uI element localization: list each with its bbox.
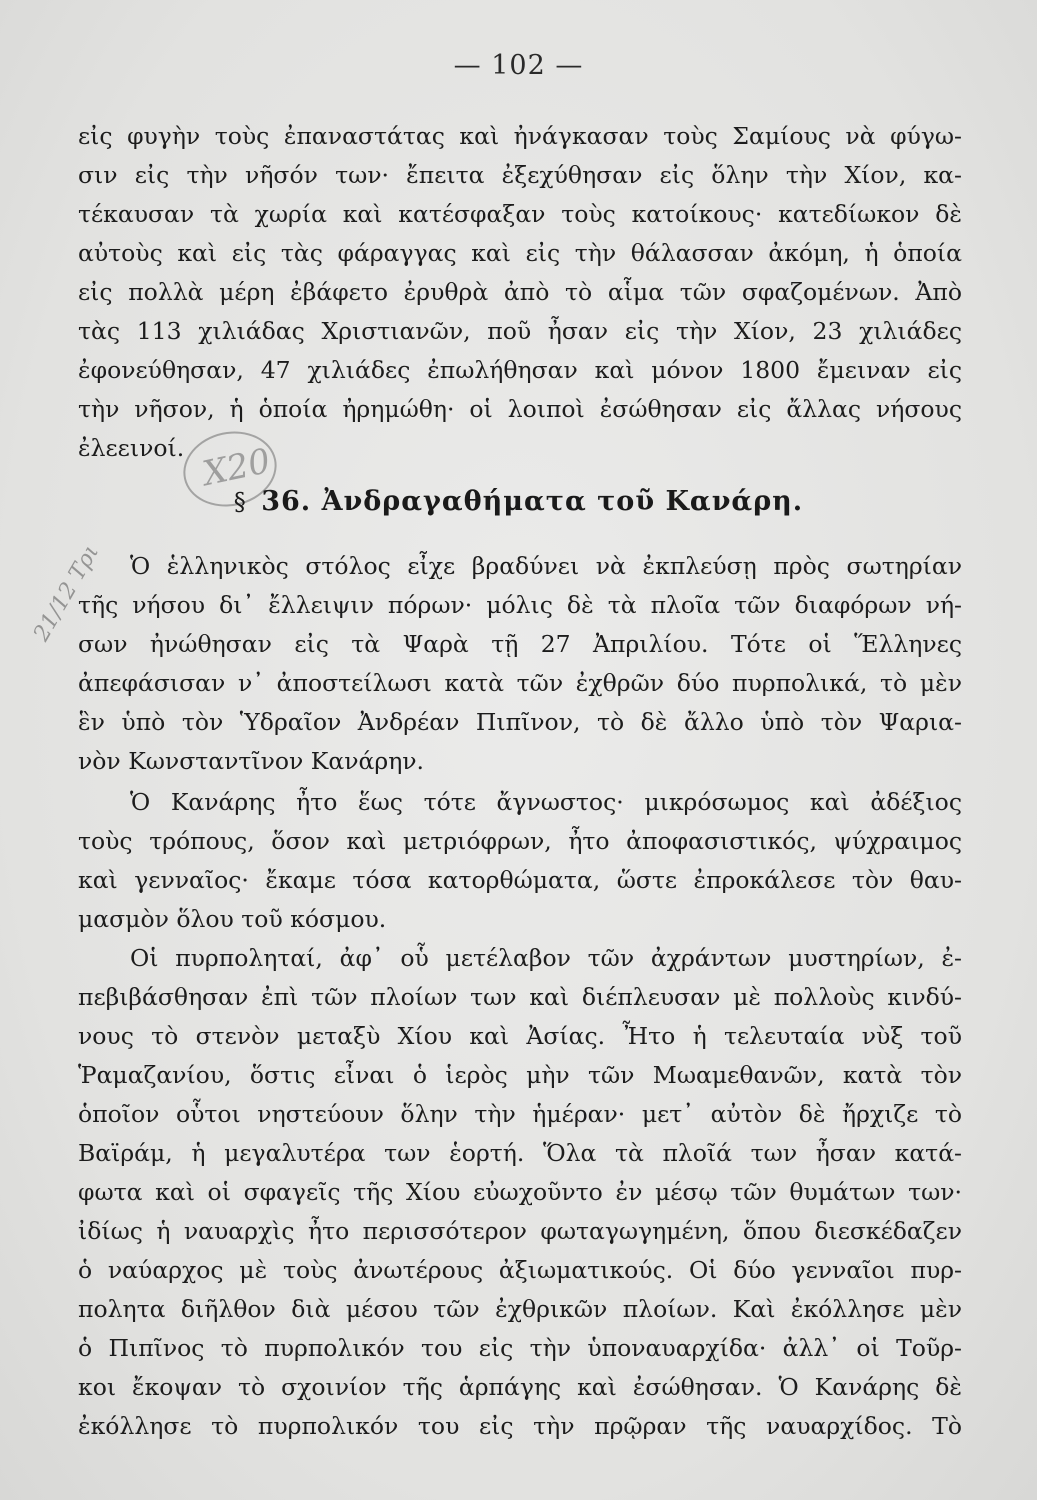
- text-line: Ὁ Κανάρης ἦτο ἕως τότε ἄγνωστος· μικρόσωμος καὶ ἀδέξιος: [130, 788, 962, 816]
- text-line: ἐκόλλησε τὸ πυρπολικόν του εἰς τὴν πρῷραν τῆς ναυαρχίδος. Τὸ: [78, 1412, 962, 1440]
- text-line: τοὺς τρόπους, ὅσον καὶ μετριόφρων, ἦτο ἀποφασιστικός, ψύχραιμος: [78, 827, 962, 855]
- text-line: φωτα καὶ οἱ σφαγεῖς τῆς Χίου εὐωχοῦντο ἐν μέσῳ τῶν θυμάτων των·: [78, 1178, 962, 1206]
- text-line: ἰδίως ἡ ναυαρχὶς ἦτο περισσότερον φωταγωγημένη, ὅπου διεσκέδαζεν: [78, 1217, 962, 1245]
- text-line: αὐτοὺς καὶ εἰς τὰς φάραγγας καὶ εἰς τὴν θάλασσαν ἀκόμη, ἡ ὁποία: [78, 239, 962, 267]
- text-line: Ὁ ἑλληνικὸς στόλος εἶχε βραδύνει νὰ ἐκπλεύσῃ πρὸς σωτηρίαν: [130, 552, 962, 580]
- text-line: τέκαυσαν τὰ χωρία καὶ κατέσφαξαν τοὺς κατοίκους· κατεδίωκον δὲ: [78, 200, 962, 228]
- text-line: Βαϊράμ, ἡ μεγαλυτέρα των ἑορτή. Ὅλα τὰ πλοῖά των ἦσαν κατά-: [78, 1139, 962, 1167]
- text-line: ἀπεφάσισαν ν᾽ ἀποστείλωσι κατὰ τῶν ἐχθρῶν δύο πυρπολικά, τὸ μὲν: [78, 669, 962, 697]
- text-line: ὁ ναύαρχος μὲ τοὺς ἀνωτέρους ἀξιωματικούς. Οἱ δύο γενναῖοι πυρ-: [78, 1256, 962, 1284]
- text-line: νὸν Κωνσταντῖνον Κανάρην.: [78, 747, 425, 775]
- text-line: καὶ γενναῖος· ἔκαμε τόσα κατορθώματα, ὥστε ἐπροκάλεσε τὸν θαυ-: [78, 866, 962, 894]
- section-sign: §: [233, 488, 247, 516]
- text-line: ὁποῖον οὗτοι νηστεύουν ὅλην τὴν ἡμέραν· μετ᾽ αὐτὸν δὲ ἤρχιζε τὸ: [78, 1100, 962, 1128]
- text-line: τὰς 113 χιλιάδας Χριστιανῶν, ποῦ ἦσαν εἰς τὴν Χίον, 23 χιλιάδες: [78, 317, 962, 345]
- text-line: τῆς νήσου δι᾽ ἔλλειψιν πόρων· μόλις δὲ τὰ πλοῖα τῶν διαφόρων νή-: [78, 591, 962, 619]
- text-line: μασμὸν ὅλου τοῦ κόσμου.: [78, 905, 387, 933]
- text-line: πολητα διῆλθον διὰ μέσου τῶν ἐχθρικῶν πλοίων. Καὶ ἐκόλλησε μὲν: [78, 1295, 962, 1323]
- section-title: Ἀνδραγαθήματα τοῦ Κανάρη.: [321, 486, 804, 517]
- page-number: — 102 —: [453, 50, 584, 81]
- text-line: Οἱ πυρποληταί, ἀφ᾽ οὗ μετέλαβον τῶν ἀχράντων μυστηρίων, ἐ-: [130, 944, 962, 972]
- text-line: τὴν νῆσον, ἡ ὁποία ἠρημώθη· οἱ λοιποὶ ἐσώθησαν εἰς ἄλλας νήσους: [78, 395, 962, 423]
- text-line: εἰς φυγὴν τοὺς ἐπαναστάτας καὶ ἠνάγκασαν τοὺς Σαμίους νὰ φύγω-: [78, 122, 962, 150]
- text-line: Ῥαμαζανίου, ὅστις εἶναι ὁ ἱερὸς μὴν τῶν Μωαμεθανῶν, κατὰ τὸν: [78, 1061, 962, 1089]
- text-line: ἐφονεύθησαν, 47 χιλιάδες ἐπωλήθησαν καὶ μόνον 1800 ἔμειναν εἰς: [78, 356, 962, 384]
- text-line: ἐλεεινοί.: [78, 434, 185, 462]
- section-heading: [0, 486, 1037, 517]
- section-number: 36.: [261, 486, 312, 517]
- text-line: εἰς πολλὰ μέρη ἐβάφετο ἐρυθρὰ ἀπὸ τὸ αἷμα τῶν σφαζομένων. Ἀπὸ: [78, 278, 962, 306]
- text-line: σων ἠνώθησαν εἰς τὰ Ψαρὰ τῇ 27 Ἀπριλίου. Τότε οἱ Ἕλληνες: [78, 630, 962, 658]
- text-line: νους τὸ στενὸν μεταξὺ Χίου καὶ Ἀσίας. Ἦτο ἡ τελευταία νὺξ τοῦ: [78, 1022, 962, 1050]
- text-line: κοι ἔκοψαν τὸ σχοινίον τῆς ἁρπάγης καὶ ἐσώθησαν. Ὁ Κανάρης δὲ: [78, 1373, 962, 1401]
- text-line: πεβιβάσθησαν ἐπὶ τῶν πλοίων των καὶ διέπλευσαν μὲ πολλοὺς κινδύ-: [78, 983, 962, 1011]
- margin-note-text: 21/12 Τρικ 924: [29, 524, 132, 646]
- text-line: ἓν ὑπὸ τὸν Ὑδραῖον Ἀνδρέαν Πιπῖνον, τὸ δὲ ἄλλο ὑπὸ τὸν Ψαρια-: [78, 708, 962, 736]
- stamp-text: Χ20: [199, 441, 274, 495]
- text-line: σιν εἰς τὴν νῆσόν των· ἔπειτα ἐξεχύθησαν εἰς ὅλην τὴν Χίον, κα-: [78, 161, 962, 189]
- text-line: ὁ Πιπῖνος τὸ πυρπολικόν του εἰς τὴν ὑποναυαρχίδα· ἀλλ᾽ οἱ Τοῦρ-: [78, 1334, 962, 1362]
